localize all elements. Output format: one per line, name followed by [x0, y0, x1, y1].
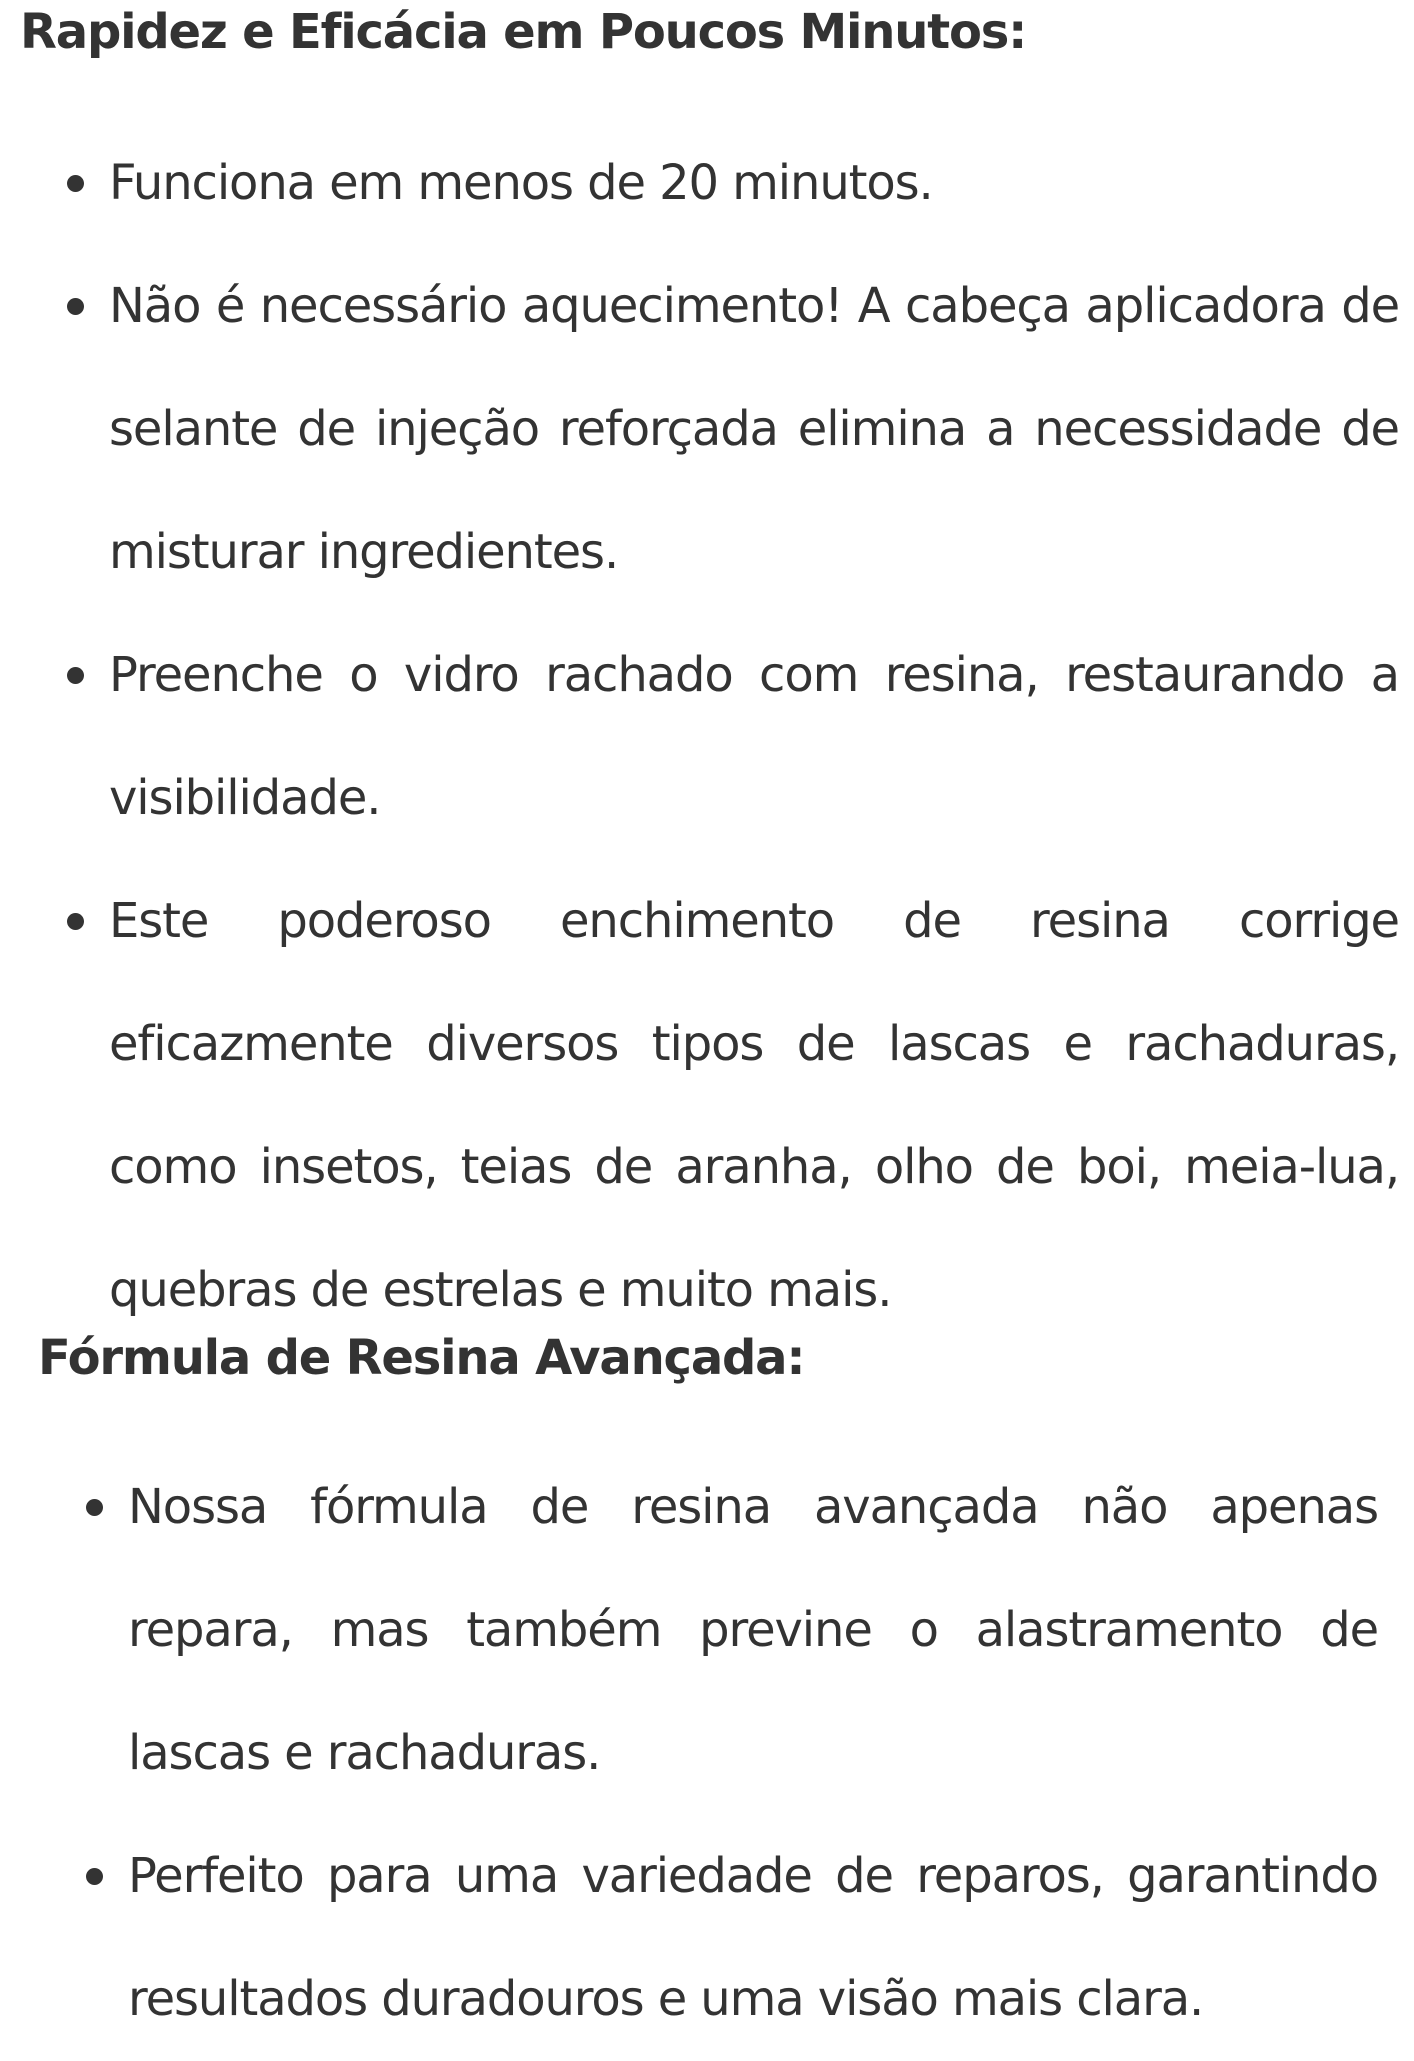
- bullet-icon: [67, 667, 84, 684]
- bullet-icon: [67, 298, 84, 315]
- list-item: [109, 860, 1399, 1352]
- section-heading-speed: Rapidez e Eficácia em Poucos Minutos:: [20, 4, 1027, 60]
- list-item-text: Não é necessário aquecimento! A cabeça aplicadora de selante de injeção reforçada elimina a necessidade de misturar ingredientes.: [109, 278, 1399, 580]
- list-item: [109, 614, 1399, 860]
- feature-list-speed: [0, 122, 1414, 1352]
- list-item: [109, 122, 1399, 245]
- list-item-text: Este poderoso enchimento de resina corrige eficazmente diversos tipos de lascas e rachaduras, como insetos, teias de aranha, olho de boi, meia-lua, quebras de estrelas e muito mais.: [109, 893, 1399, 1318]
- list-item-text: Nossa fórmula de resina avançada não apenas repara, mas também previne o alastramento de lascas e rachaduras.: [128, 1479, 1378, 1781]
- list-item: [128, 1815, 1378, 2061]
- feature-list-resin-formula: [0, 1446, 1414, 2061]
- bullet-icon: [67, 175, 84, 192]
- list-item-text: Preenche o vidro rachado com resina, restaurando a visibilidade.: [109, 647, 1399, 826]
- list-item: [128, 1446, 1378, 1815]
- section-heading-resin-formula: Fórmula de Resina Avançada:: [38, 1330, 805, 1386]
- list-item: [109, 245, 1399, 614]
- bullet-icon: [67, 913, 84, 930]
- list-item-text: Funciona em menos de 20 minutos.: [109, 155, 933, 211]
- bullet-icon: [86, 1868, 103, 1885]
- list-item-text: Perfeito para uma variedade de reparos, garantindo resultados duradouros e uma visão mais clara.: [128, 1848, 1378, 2027]
- bullet-icon: [86, 1499, 103, 1516]
